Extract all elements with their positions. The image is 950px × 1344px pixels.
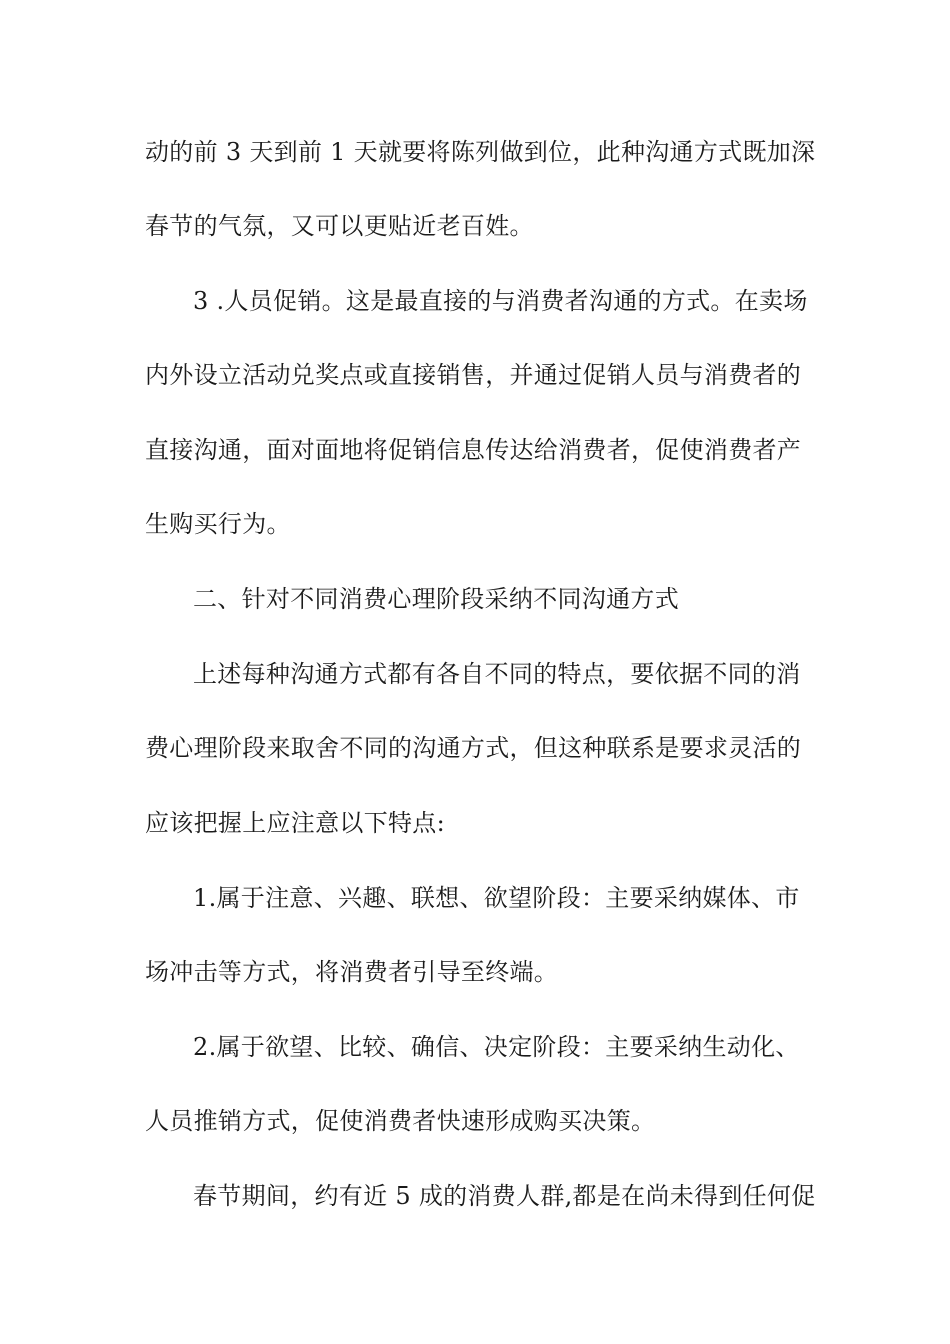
- paragraph-line-4: 内外设立活动兑奖点或直接销售，并通过促销人员与消费者的: [145, 361, 802, 389]
- paragraph-line-10: 应该把握上应注意以下特点:: [145, 809, 445, 837]
- paragraph-line-1: 动的前 3 天到前 1 天就要将陈列做到位，此种沟通方式既加深: [145, 138, 816, 166]
- paragraph-line-5: 直接沟通，面对面地将促销信息传达给消费者，促使消费者产: [145, 436, 802, 464]
- paragraph-line-3: 3 .人员促销。这是最直接的与消费者沟通的方式。在卖场: [193, 287, 808, 315]
- paragraph-line-8: 上述每种沟通方式都有各自不同的特点，要依据不同的消: [193, 660, 801, 688]
- list-item-1-line-1: 1.属于注意、兴趣、联想、欲望阶段：主要采纳媒体、市: [193, 884, 800, 912]
- paragraph-line-6: 生购买行为。: [145, 510, 291, 538]
- paragraph-line-9: 费心理阶段来取舍不同的沟通方式，但这种联系是要求灵活的: [145, 734, 802, 762]
- section-heading: 二、针对不同消费心理阶段采纳不同沟通方式: [193, 585, 679, 613]
- paragraph-line-15: 春节期间，约有近 5 成的消费人群,都是在尚未得到任何促: [193, 1182, 816, 1210]
- list-item-2-line-1: 2.属于欲望、比较、确信、决定阶段：主要采纳生动化、: [193, 1033, 800, 1061]
- list-item-2-line-2: 人员推销方式，促使消费者快速形成购买决策。: [145, 1107, 656, 1135]
- paragraph-line-2: 春节的气氛，又可以更贴近老百姓。: [145, 212, 534, 240]
- list-item-1-line-2: 场冲击等方式，将消费者引导至终端。: [145, 958, 559, 986]
